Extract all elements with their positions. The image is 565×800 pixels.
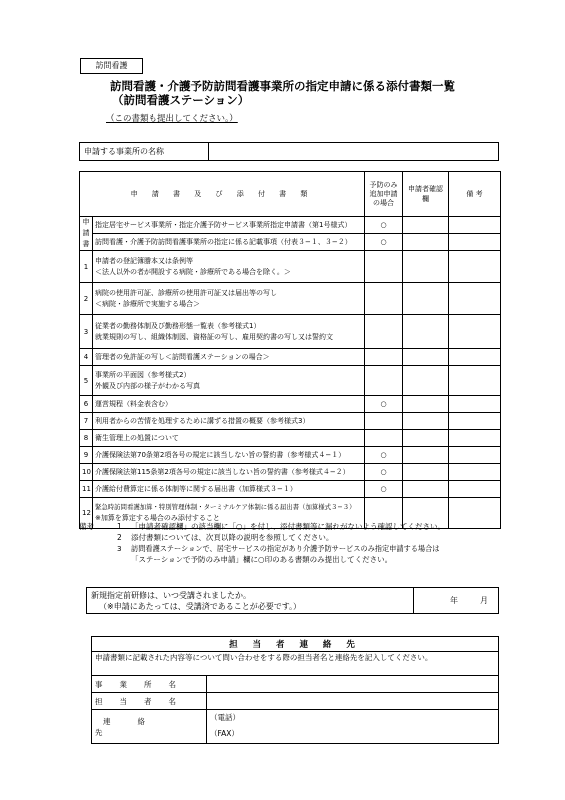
- row-line: 外観及び内部の様子がわかる写真: [95, 381, 200, 390]
- applicant-check-cell[interactable]: [403, 481, 449, 498]
- remarks-cell[interactable]: [449, 464, 501, 481]
- remarks-cell[interactable]: [449, 315, 501, 349]
- remark-number: 3: [117, 544, 122, 553]
- remarks-cell[interactable]: [449, 283, 501, 315]
- row-number: 6: [80, 396, 93, 413]
- row-line: 介護保険法第115条第2項各号の規定に該当しない旨の誓約書（参考様式４−２）: [95, 467, 350, 476]
- row-line: 衛生管理上の処置について: [95, 433, 179, 442]
- row-line: 管理者の免許証の写し＜訪問看護ステーションの場合＞: [95, 352, 270, 361]
- table-row: [80, 413, 501, 430]
- remarks-cell[interactable]: [449, 217, 501, 234]
- applicant-check-cell[interactable]: [403, 234, 449, 251]
- remarks-cell[interactable]: [449, 366, 501, 396]
- row-number: 3: [80, 315, 93, 349]
- remarks-cell[interactable]: [449, 234, 501, 251]
- row-line: 従業者の勤務体制及び勤務形態一覧表（参考様式1）: [95, 321, 261, 330]
- table-row: [80, 315, 501, 349]
- training-note: （※申請にあたっては、受講済であることが必要です。）: [99, 601, 302, 611]
- contact-phone-fax-field[interactable]: [207, 710, 499, 744]
- remarks-label: 備考: [79, 522, 94, 531]
- table-row: [80, 349, 501, 366]
- row-line: 申請者の登記簿謄本又は条例等: [95, 256, 193, 265]
- col-header-applicant-check: 申請者確認欄: [403, 172, 449, 217]
- remark-item: [117, 522, 445, 532]
- col-header-prevent-only: 予防のみ追加申請の場合: [365, 172, 403, 217]
- applicant-check-cell[interactable]: [403, 413, 449, 430]
- phone-label: （電話）: [210, 713, 240, 722]
- contact-table: [91, 636, 499, 744]
- prevent-mark: ○: [365, 481, 403, 498]
- remark-number: 2: [117, 533, 122, 542]
- contact-heading: 担 当 者 連 絡 先: [92, 637, 499, 652]
- row-line: ※加算を算定する場合のみ添付すること: [95, 514, 220, 522]
- contact-person-field[interactable]: [207, 693, 499, 710]
- documents-table: [79, 171, 501, 529]
- year-label: 年: [450, 596, 458, 605]
- office-name-label: 申請する事業所の名称: [80, 143, 209, 161]
- application-row-text: 指定居宅サービス事業所・指定介護予防サービス事業所指定申請書（第1号様式）: [93, 217, 365, 234]
- row-number: 12: [80, 498, 93, 529]
- remark-number: 1: [117, 522, 122, 531]
- contact-office-label: 事業所名: [95, 679, 193, 689]
- contact-office-field[interactable]: [207, 676, 499, 693]
- prevent-mark: ○: [365, 217, 403, 234]
- applicant-check-cell[interactable]: [403, 315, 449, 349]
- submit-note: （この書類も提出してください。）: [106, 114, 238, 124]
- row-line: ＜法人以外の者が開設する病院・診療所である場合を除く。＞: [95, 267, 291, 276]
- row-number: 5: [80, 366, 93, 396]
- section-application-label: 申請書: [80, 217, 93, 251]
- row-number: 10: [80, 464, 93, 481]
- row-line: ＜病院・診療所で実施する場合＞: [95, 299, 200, 308]
- row-number: 7: [80, 413, 93, 430]
- contact-description: 申請書類に記載された内容等について問い合わせをする際の担当者名と連絡先を記入してください。: [92, 652, 499, 676]
- table-row: [80, 464, 501, 481]
- applicant-check-cell[interactable]: [403, 430, 449, 447]
- row-number: 8: [80, 430, 93, 447]
- remarks-cell[interactable]: [449, 481, 501, 498]
- row-line: 就業規則の写し、組織体制図、資格証の写し、雇用契約書の写し又は誓約文: [95, 332, 333, 341]
- prevent-mark: ○: [365, 464, 403, 481]
- remark-text: 訪問看護ステーションで、居宅サービスの指定があり介護予防サービスのみ指定申請する場合は: [131, 544, 440, 553]
- applicant-check-cell[interactable]: [403, 349, 449, 366]
- row-text: [93, 447, 365, 464]
- contact-office-label-cell: [92, 676, 207, 693]
- office-name-table: [79, 142, 499, 161]
- contact-person-label-cell: [92, 693, 207, 710]
- row-line: 介護給付費算定に係る体制等に関する届出書（加算様式３−１）: [95, 484, 297, 493]
- contact-phone-label-cell: [92, 710, 207, 744]
- applicant-check-cell[interactable]: [403, 251, 449, 283]
- row-line: 事業所の平面図（参考様式2）: [95, 370, 191, 379]
- remark-text: 「ステーションで予防のみ申請」欄に○印のある書類のみ提出してください。: [131, 555, 393, 564]
- service-type-tag: 訪問看護: [80, 58, 143, 74]
- table-row: [80, 217, 501, 234]
- remark-item: [117, 533, 333, 543]
- applicant-check-cell[interactable]: [403, 283, 449, 315]
- page-subtitle: （訪問看護ステーション）: [112, 93, 250, 107]
- month-label: 月: [480, 596, 488, 605]
- applicant-check-cell[interactable]: [403, 217, 449, 234]
- row-text: [93, 349, 365, 366]
- training-date-field[interactable]: [414, 588, 499, 614]
- row-line: 運営規程（料金表含む）: [95, 399, 172, 408]
- training-question-cell: [87, 588, 414, 614]
- table-header-row: [80, 172, 501, 217]
- row-number: 11: [80, 481, 93, 498]
- row-text: [93, 413, 365, 430]
- table-row: [80, 283, 501, 315]
- office-name-field[interactable]: [209, 143, 499, 161]
- table-row: [80, 447, 501, 464]
- contact-contact-label: 連絡先: [95, 716, 172, 737]
- prevent-mark: [365, 315, 403, 349]
- prevent-mark: [365, 251, 403, 283]
- remarks-cell[interactable]: [449, 498, 501, 529]
- applicant-check-cell[interactable]: [403, 464, 449, 481]
- remark-item: [117, 555, 392, 565]
- row-line: 介護保険法第70条第2項各号の規定に該当しない旨の誓約書（参考様式４−１）: [95, 450, 346, 459]
- fax-label: （FAX）: [210, 729, 239, 738]
- row-line: 病院の使用許可証、診療所の使用許可証又は届出等の写し: [95, 288, 277, 297]
- prevent-mark: [365, 413, 403, 430]
- row-line: 緊急時訪問看護加算・特別管理体制・ターミナルケア体制に係る届出書（加算様式３−３）: [95, 503, 356, 511]
- prevent-mark: ○: [365, 234, 403, 251]
- remark-item: [117, 544, 440, 554]
- applicant-check-cell[interactable]: [403, 447, 449, 464]
- remark-text: 添付書類については、次頁以降の説明を参照してください。: [131, 533, 334, 542]
- prevent-mark: ○: [365, 396, 403, 413]
- prevent-mark: ○: [365, 447, 403, 464]
- remark-text: 「申請者確認欄」の該当欄に「○」を付し、添付書類等に漏れがないよう確認してください。: [131, 522, 446, 531]
- training-question: 新規指定前研修は、いつ受講されましたか。: [91, 590, 251, 600]
- row-text: [93, 481, 365, 498]
- col-header-documents: 申 請 書 及 び 添 付 書 類: [80, 172, 365, 217]
- prevent-mark: [365, 349, 403, 366]
- prevent-mark: [365, 366, 403, 396]
- row-text: [93, 283, 365, 315]
- table-row: [80, 234, 501, 251]
- application-row-text: 訪問看護・介護予防訪問看護事業所の指定に係る記載事項（付表３−１、３−２）: [93, 234, 365, 251]
- row-number: 2: [80, 283, 93, 315]
- remarks-cell[interactable]: [449, 251, 501, 283]
- row-number: 1: [80, 251, 93, 283]
- remarks-cell[interactable]: [449, 447, 501, 464]
- table-row: [80, 251, 501, 283]
- contact-person-label: 担当者名: [95, 696, 193, 706]
- remarks-cell[interactable]: [449, 413, 501, 430]
- col-header-remarks: 備 考: [449, 172, 501, 217]
- row-number: 4: [80, 349, 93, 366]
- table-row: [80, 366, 501, 396]
- remarks-cell[interactable]: [449, 396, 501, 413]
- remarks-cell[interactable]: [449, 349, 501, 366]
- remarks-cell[interactable]: [449, 430, 501, 447]
- row-text: [93, 396, 365, 413]
- training-table: [86, 587, 499, 614]
- prevent-mark: [365, 283, 403, 315]
- applicant-check-cell[interactable]: [403, 366, 449, 396]
- page-title: 訪問看護・介護予防訪問看護事業所の指定申請に係る添付書類一覧: [110, 79, 455, 93]
- table-row: [80, 396, 501, 413]
- row-text: [93, 464, 365, 481]
- row-line: 利用者からの苦情を処理するために講ずる措置の概要（参考様式3）: [95, 416, 310, 425]
- prevent-mark: [365, 430, 403, 447]
- row-text: [93, 251, 365, 283]
- row-number: 9: [80, 447, 93, 464]
- table-row: [80, 481, 501, 498]
- row-text: [93, 366, 365, 396]
- row-text: [93, 430, 365, 447]
- row-text: [93, 315, 365, 349]
- table-row: [80, 430, 501, 447]
- applicant-check-cell[interactable]: [403, 396, 449, 413]
